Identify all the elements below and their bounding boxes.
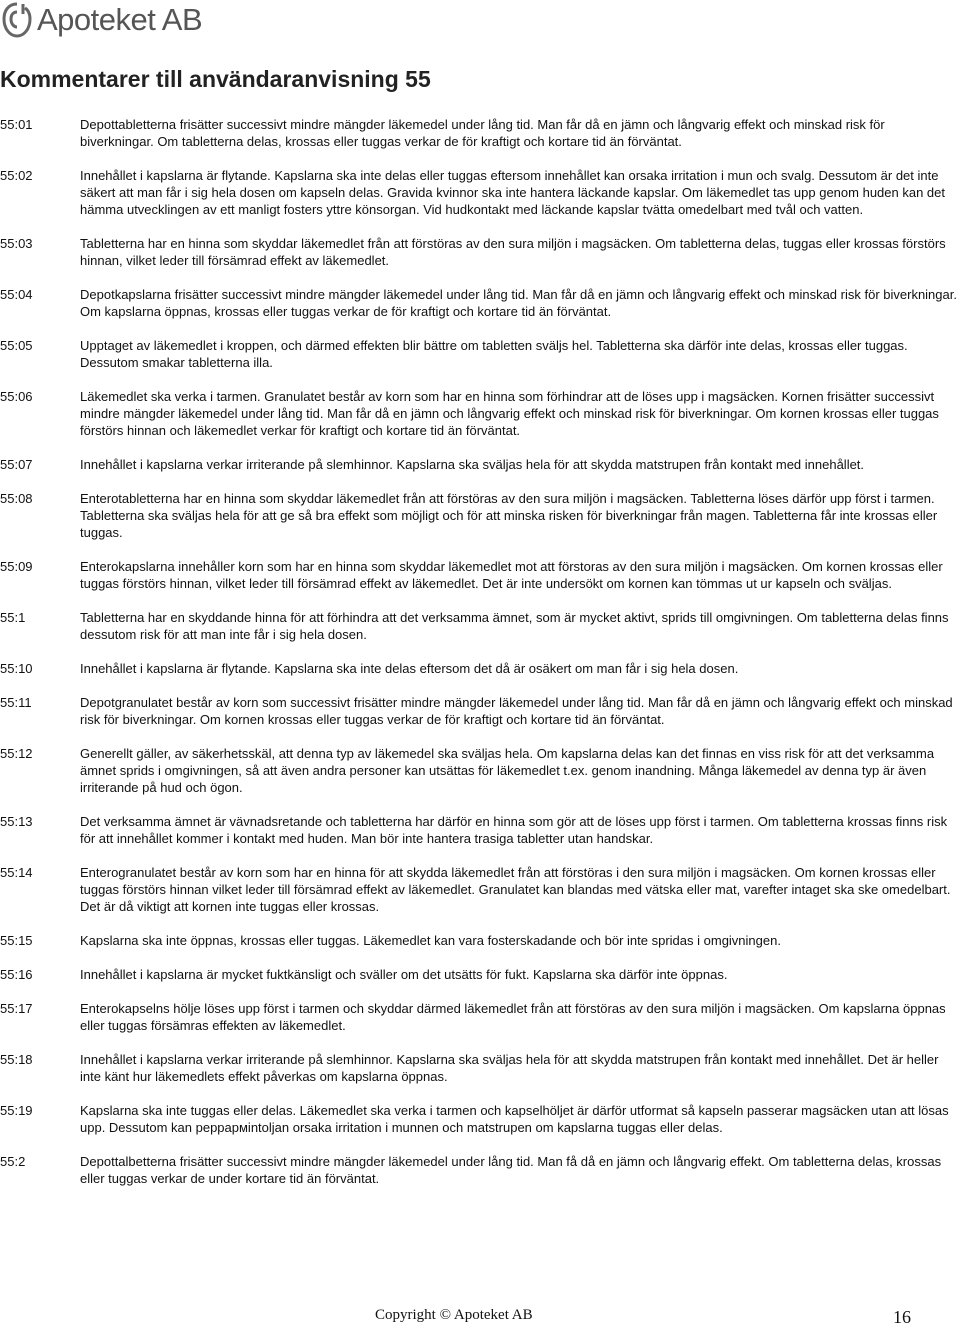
entry-number: 55:16 — [0, 967, 33, 982]
entry-number: 55:15 — [0, 933, 33, 948]
entry-number: 55:06 — [0, 389, 33, 404]
entry-number: 55:14 — [0, 865, 33, 880]
page-title: Kommentarer till användaranvisning 55 — [0, 66, 431, 92]
entry-text: Innehållet i kapslarna verkar irriterande på slemhinnor. Kapslarna ska sväljas hela för att skydda matstrupen från kontakt med innehållet. — [80, 457, 865, 472]
list-item — [0, 745, 958, 796]
entry-text: Innehållet i kapslarna verkar irriterande på slemhinnor. Kapslarna ska sväljas hela för att skydda matstrupen från kontakt med innehållet. Det är heller inte känt hur läkemedlets effekt påverkas om kapslarna öppnas. — [80, 1052, 939, 1084]
list-item — [0, 167, 958, 218]
entry-number: 55:09 — [0, 559, 33, 574]
entry-text: Enterotabletterna har en hinna som skyddar läkemedlet från att förstöras av den sura miljön i magsäcken. Tabletterna löses därför upp först i tarmen. Tabletterna ska sväljas hela för att ge så bra effekt som möjligt och för att minska risken för biverkningar från magen. Tabletterna får inte krossas eller tuggas. — [80, 491, 938, 540]
entry-number: 55:12 — [0, 746, 33, 761]
entry-text: Enterogranulatet består av korn som har en hinna för att skydda läkemedlet från att förstöras i den sura miljön i magsäcken. Om kornen krossas eller tuggas förstörs hinnan vilket leder till försämrad effekt av läkemedlet. Granulatet kan blandas med vätska eller mat, varefter intaget ska ske omedelbart. Det är då viktigt att kornen inte tuggas eller krossas. — [80, 865, 951, 914]
entry-number: 55:11 — [0, 695, 32, 710]
entry-number: 55:08 — [0, 491, 33, 506]
entry-number: 55:10 — [0, 661, 33, 676]
list-item — [0, 932, 958, 949]
list-item — [0, 609, 958, 643]
list-item — [0, 235, 958, 269]
footer-copyright: Copyright © Apoteket AB — [375, 1307, 533, 1323]
entry-number: 55:13 — [0, 814, 33, 829]
entry-number: 55:02 — [0, 168, 33, 183]
entry-text: Innehållet i kapslarna är mycket fuktkänsligt och sväller om det utsätts för fukt. Kapslarna ska därför inte öppnas. — [80, 967, 728, 982]
entry-text: Generellt gäller, av säkerhetsskäl, att denna typ av läkemedel ska sväljas hela. Om kapslarna delas kan det finnas en viss risk för att det verksamma ämnet sprids i omgivningen, så att även andra personer kan utsättas för läkemedlet t.ex. genom inandning. Många läkemedel av denna typ är även irriterande på hud och ögon. — [80, 746, 935, 795]
entry-text: Depottabletterna frisätter successivt mindre mängder läkemedel under lång tid. Man får då en jämn och långvarig effekt och minskad risk för biverkningar. Om tabletterna delas, krossas eller tuggas verkar de för kraftigt och kortare tid än förväntat. — [80, 117, 885, 149]
entry-text: Tabletterna har en skyddande hinna för att förhindra att det verksamma ämnet, som är mycket aktivt, sprids till omgivningen. Om tabletterna delas finns dessutom risk för att man inte får i sig hela dosen. — [80, 610, 949, 642]
list-item — [0, 864, 958, 915]
entry-number: 55:18 — [0, 1052, 33, 1067]
entry-number: 55:01 — [0, 117, 33, 132]
entry-list — [0, 116, 958, 1204]
logo-text: Apoteket AB — [37, 2, 203, 37]
apoteket-logo-icon — [2, 2, 32, 38]
list-item — [0, 1051, 958, 1085]
list-item — [0, 558, 958, 592]
list-item — [0, 694, 958, 728]
entry-text: Tabletterna har en hinna som skyddar läkemedlet från att förstöras av den sura miljön i magsäcken. Om tabletterna delas, tuggas eller krossas förstörs hinnan, vilket leder till försämrad effekt av läkemedlet. — [80, 236, 946, 268]
list-item — [0, 1000, 958, 1034]
list-item — [0, 813, 958, 847]
entry-number: 55:05 — [0, 338, 33, 353]
list-item — [0, 116, 958, 150]
entry-text: Läkemedlet ska verka i tarmen. Granulatet består av korn som har en hinna som förhindrar att de löses upp i magsäcken. Kornen frisätter successivt mindre mängder läkemedel under lång tid. Man får då en jämn och långvarig effekt och minskad risk för biverkningar. Om kornen krossas eller tuggas förstörs hinnan och läkemedlet verkar för kraftigt och kortare tid än förväntat. — [80, 389, 939, 438]
entry-number: 55:2 — [0, 1154, 26, 1169]
entry-text: Enterokapslarna innehåller korn som har en hinna som skyddar läkemedlet mot att förstoras av den sura miljön i magsäcken. Om kornen krossas eller tuggas förstörs hinnan, vilket leder till försämrad effekt av läkemedlet. Det är inte undersökt om kornen kan tömmas ut ur kapseln och sväljas. — [80, 559, 943, 591]
list-item — [0, 456, 958, 473]
header-logo — [2, 0, 202, 40]
entry-text: Kapslarna ska inte tuggas eller delas. Läkemedlet ska verka i tarmen och kapselhöljet är därför utformat så kapseln passerar magsäcken utan att lösas upp. Dessutom kan peppармintoljan orsaka irritation i munnen och matstrupen om kapslarna tuggas eller delas. — [80, 1103, 949, 1135]
list-item — [0, 660, 958, 677]
entry-text: Depotkapslarna frisätter successivt mindre mängder läkemedel under lång tid. Man får då en jämn och långvarig effekt och minskad risk för biverkningar. Om kapslarna öppnas, krossas eller tuggas verkar de för kraftigt och kortare tid än förväntat. — [80, 287, 957, 319]
entry-number: 55:03 — [0, 236, 33, 251]
entry-number: 55:17 — [0, 1001, 33, 1016]
list-item — [0, 1102, 958, 1136]
list-item — [0, 286, 958, 320]
entry-text: Upptaget av läkemedlet i kroppen, och därmed effekten blir bättre om tabletten sväljs hel. Tabletterna ska därför inte delas, krossas eller tuggas. Dessutom smakar tabletterna illa. — [80, 338, 908, 370]
list-item — [0, 1153, 958, 1187]
entry-number: 55:04 — [0, 287, 33, 302]
entry-text: Depotgranulatet består av korn som successivt frisätter mindre mängder läkemedel under lång tid. Man får då en jämn och långvarig effekt och minskad risk för biverkningar. Om kornen krossas eller tuggas verkar de för kraftigt och kortare tid än förväntat. — [80, 695, 953, 727]
entry-number: 55:1 — [0, 610, 26, 625]
list-item — [0, 337, 958, 371]
entry-number: 55:19 — [0, 1103, 33, 1118]
entry-text: Innehållet i kapslarna är flytande. Kapslarna ska inte delas eller tuggas eftersom innehållet kan orsaka irritation i mun och svalg. Dessutom är det inte säkert att man får i sig hela dosen om kapseln delas. Gravida kvinnor ska inte hantera läckande kapslar. Om läkemedlet tas upp genom huden kan det hämma utvecklingen av ett manligt fosters yttre könsorgan. Vid hudkontakt med läckande kapslar tvätta omedelbart med tvål och vatten. — [80, 168, 945, 217]
entry-text: Depottalbetterna frisätter successivt mindre mängder läkemedel under lång tid. Man få då en jämn och långvarig effekt. Om tabletterna delas, krossas eller tuggas verkar de under kortare tid än förväntat. — [80, 1154, 942, 1186]
entry-text: Kapslarna ska inte öppnas, krossas eller tuggas. Läkemedlet kan vara fosterskadande och bör inte spridas i omgivningen. — [80, 933, 781, 948]
list-item — [0, 966, 958, 983]
list-item — [0, 388, 958, 439]
entry-text: Innehållet i kapslarna är flytande. Kapslarna ska inte delas eftersom det då är osäkert om man får i sig hela dosen. — [80, 661, 739, 676]
entry-text: Det verksamma ämnet är vävnadsretande och tabletterna har därför en hinna som gör att de löses upp först i tarmen. Om tabletterna krossas finns risk för att innehållet kommer i kontakt med huden. Man bör inte hantera trasiga tabletter utan handskar. — [80, 814, 948, 846]
entry-number: 55:07 — [0, 457, 33, 472]
entry-text: Enterokapselns hölje löses upp först i tarmen och skyddar därmed läkemedlet från att förstöras av den sura miljön i magsäcken. Om kapslarna öppnas eller tuggas försämras effekten av läkemedlet. — [80, 1001, 946, 1033]
page-number: 16 — [893, 1307, 911, 1327]
list-item — [0, 490, 958, 541]
